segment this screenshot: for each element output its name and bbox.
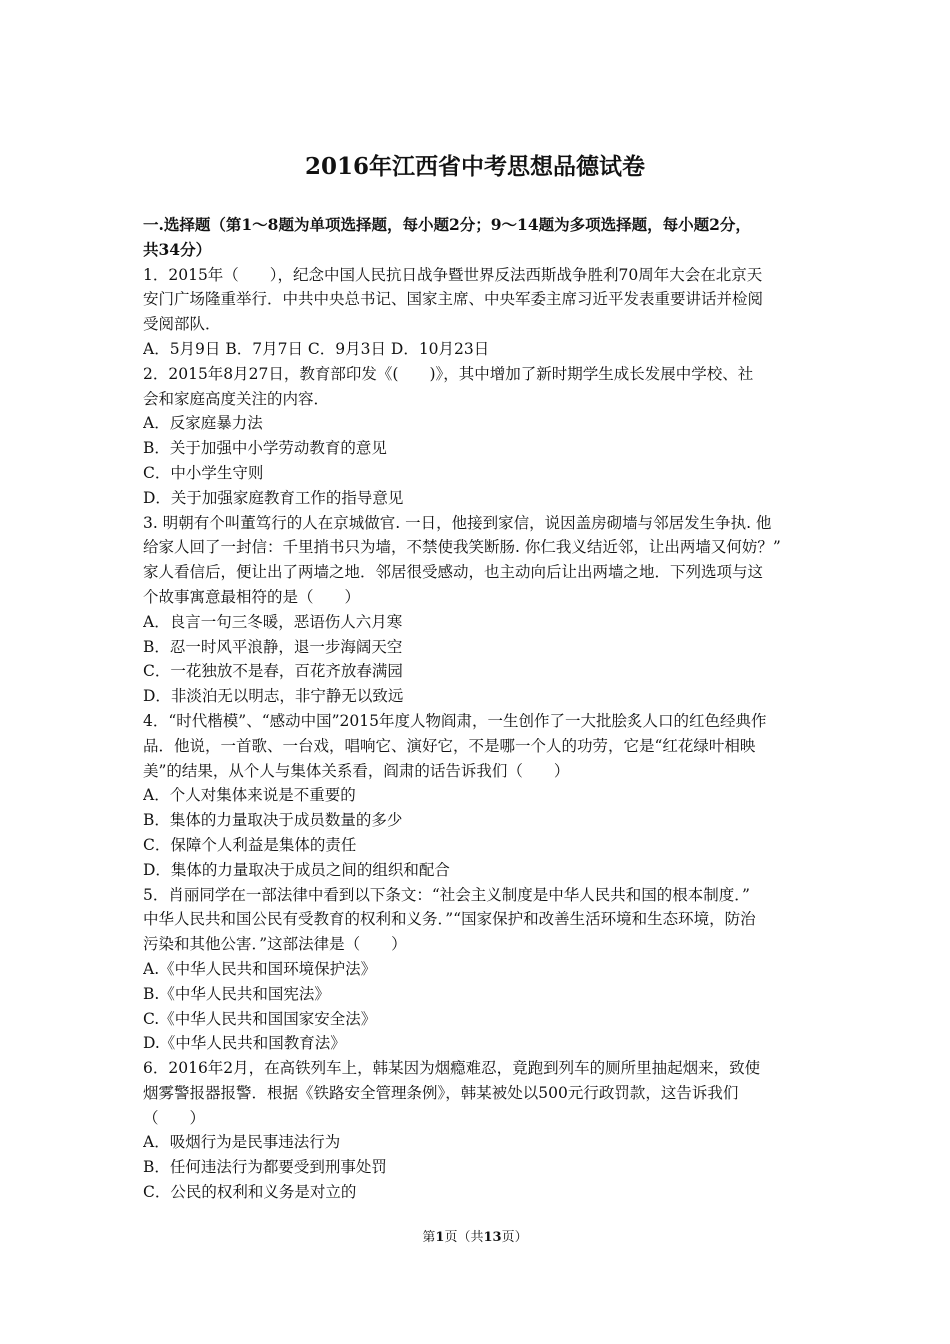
- answer-option: B．任何违法行为都要受到刑事处罚: [143, 1158, 387, 1177]
- footer-middle: 页（共: [444, 1230, 484, 1245]
- footer-prefix: 第: [422, 1230, 436, 1245]
- question-stem-line: （ ）: [143, 1108, 206, 1127]
- answer-option: C.《中华人民共和国国家安全法》: [143, 1009, 377, 1028]
- question-stem-line: 个故事寓意最相符的是（ ）: [143, 587, 361, 606]
- answer-option: A．吸烟行为是民事违法行为: [143, 1133, 341, 1152]
- footer-suffix: 页）: [501, 1230, 528, 1245]
- section-heading-line: 共34分）: [143, 239, 212, 259]
- answer-option: A．个人对集体来说是不重要的: [143, 786, 356, 805]
- question-stem-line: 受阅部队．: [143, 315, 221, 334]
- answer-option: B．关于加强中小学劳动教育的意见: [143, 439, 387, 458]
- answer-option: C．中小学生守则: [143, 463, 264, 482]
- question-stem-line: 给家人回了一封信：千里捎书只为墙，不禁使我笑断肠. 你仁我义结近邻，让出两墙又何妨？”: [143, 538, 781, 557]
- question-1: [143, 263, 811, 362]
- answer-option: C．公民的权利和义务是对立的: [143, 1183, 357, 1202]
- question-stem-line: 烟雾警报器报警．根据《铁路安全管理条例》，韩某被处以500元行政罚款，这告诉我们: [143, 1083, 739, 1102]
- footer-total-pages: 13: [483, 1230, 502, 1245]
- answer-option: C．保障个人利益是集体的责任: [143, 835, 357, 854]
- question-stem-line: 3. 明朝有个叫董笃行的人在京城做官. 一日，他接到家信，说因盖房砌墙与邻居发生争执. 他: [143, 513, 772, 532]
- answer-option: D．关于加强家庭教育工作的指导意见: [143, 488, 404, 507]
- question-stem-line: 2．2015年8月27日，教育部印发《( )》，其中增加了新时期学生成长发展中学校、社: [143, 364, 754, 383]
- question-stem-line: 4．“时代楷模”、“感动中国”2015年度人物阎肃，一生创作了一大批脍炙人口的红色经典作: [143, 711, 767, 730]
- page-title: 2016年江西省中考思想品德试卷: [304, 153, 645, 180]
- question-stem-line: 安门广场隆重举行．中共中央总书记、国家主席、中央军委主席习近平发表重要讲话并检阅: [143, 290, 764, 309]
- question-stem-line: 品．他说，一首歌、一台戏，唱响它、演好它，不是哪一个人的功劳，它是“红花绿叶相映: [143, 736, 756, 755]
- answer-option: A．良言一句三冬暖，恶语伤人六月寒: [143, 612, 403, 631]
- page-footer: [0, 1228, 950, 1248]
- answer-option: B．忍一时风平浪静，退一步海阔天空: [143, 637, 403, 656]
- question-5: [143, 883, 811, 1057]
- answer-option: D．非淡泊无以明志，非宁静无以致远: [143, 687, 404, 706]
- section-heading: [143, 213, 811, 263]
- footer-page-number: 1: [435, 1230, 445, 1245]
- question-stem-line: 污染和其他公害．”这部法律是（ ）: [143, 935, 407, 954]
- answer-option: B.《中华人民共和国宪法》: [143, 984, 330, 1003]
- question-stem-line: 会和家庭高度关注的内容．: [143, 389, 330, 408]
- exam-content: [143, 213, 811, 1205]
- answer-option: B．集体的力量取决于成员数量的多少: [143, 811, 403, 830]
- answer-option: D.《中华人民共和国教育法》: [143, 1034, 346, 1053]
- question-stem-line: 5．肖丽同学在一部法律中看到以下条文：“社会主义制度是中华人民共和国的根本制度．”: [143, 885, 750, 904]
- answer-option: C．一花独放不是春，百花齐放春满园: [143, 662, 403, 681]
- answer-option: D．集体的力量取决于成员之间的组织和配合: [143, 860, 450, 879]
- question-6: [143, 1056, 811, 1205]
- question-4: [143, 709, 811, 883]
- answer-option: A.《中华人民共和国环境保护法》: [143, 959, 377, 978]
- section-heading-line: 一.选择题（第1～8题为单项选择题，每小题2分；9～14题为多项选择题，每小题2分，: [143, 215, 751, 234]
- question-2: [143, 362, 811, 511]
- question-stem-line: 中华人民共和国公民有受教育的权利和义务．”“国家保护和改善生活环境和生态环境，防治: [143, 910, 756, 929]
- question-3: [143, 511, 811, 709]
- question-stem-line: 6．2016年2月，在高铁列车上，韩某因为烟瘾难忍，竟跑到列车的厕所里抽起烟来，致使: [143, 1059, 761, 1078]
- answer-option: A．5月9日 B．7月7日 C．9月3日 D．10月23日: [143, 339, 490, 358]
- answer-option: A．反家庭暴力法: [143, 414, 263, 433]
- question-stem-line: 1．2015年（ ），纪念中国人民抗日战争暨世界反法西斯战争胜利70周年大会在北京天: [143, 265, 763, 284]
- question-stem-line: 家人看信后，便让出了两墙之地．邻居很受感动，也主动向后让出两墙之地．下列选项与这: [143, 563, 764, 582]
- question-stem-line: 美”的结果，从个人与集体关系看，阎肃的话告诉我们（ ）: [143, 761, 570, 780]
